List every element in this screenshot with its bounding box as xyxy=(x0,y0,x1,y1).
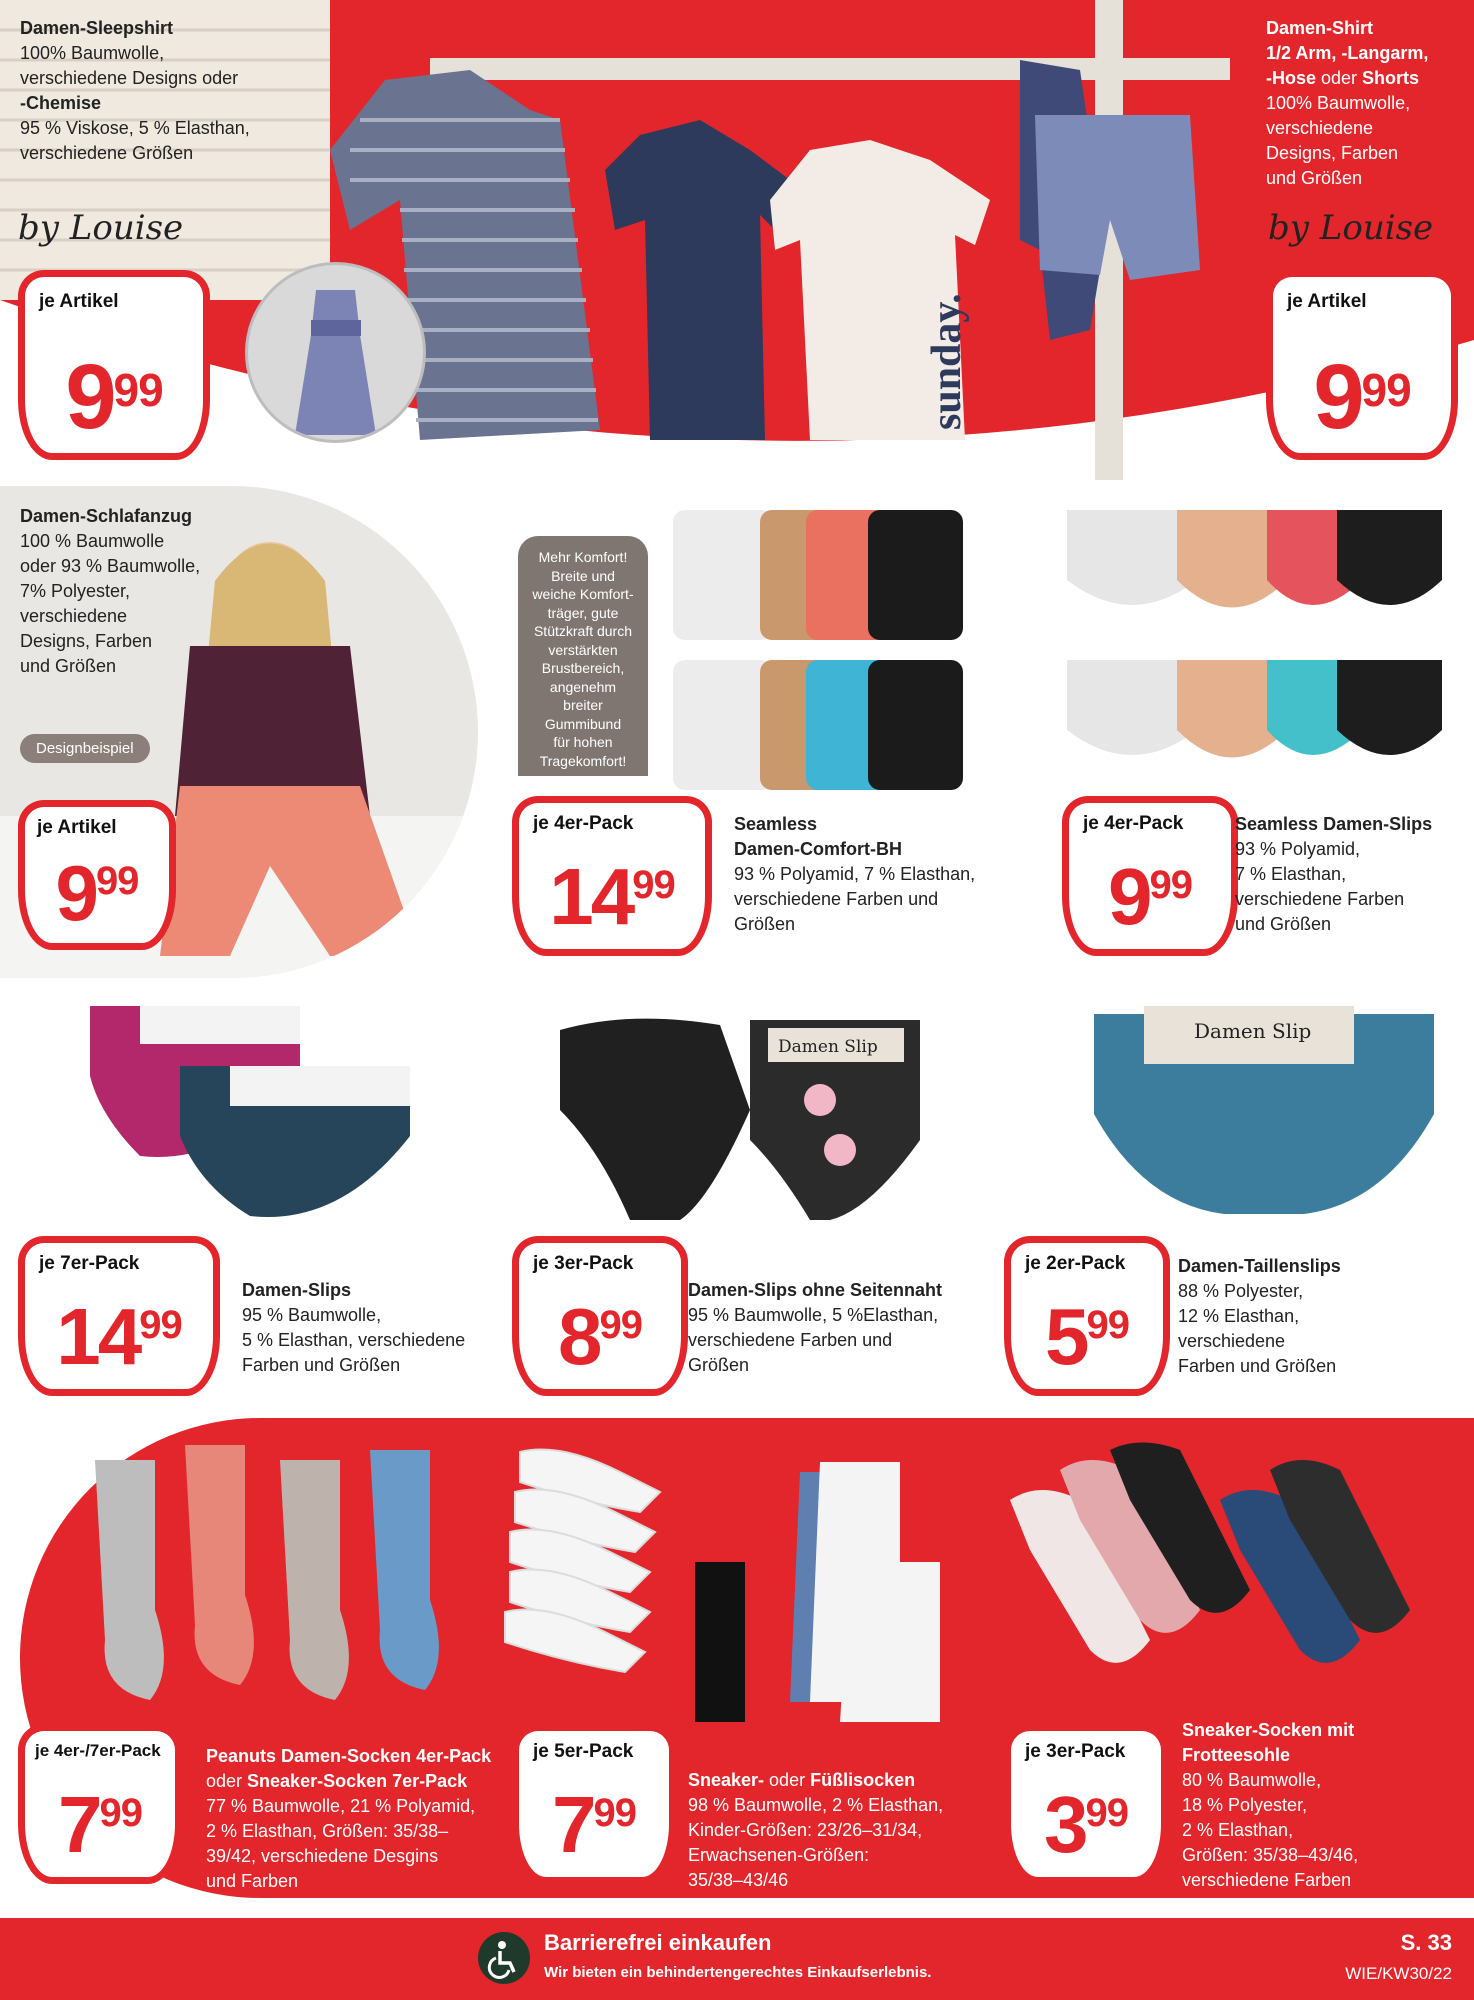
shorts-title: Shorts xyxy=(1362,68,1420,88)
shirt-line: 100% Baumwolle, xyxy=(1266,93,1411,113)
chemise-thumbnail xyxy=(245,262,426,443)
chemise-title: -Chemise xyxy=(20,93,102,113)
shirt-print-text: sunday. xyxy=(924,293,970,430)
peanuts-line: 2 % Elasthan, Größen: 35/38– xyxy=(206,1821,449,1841)
taillen-text xyxy=(1178,1254,1438,1379)
pyjama-title: Damen-Schlafanzug xyxy=(20,506,193,526)
price-tag-sleepshirt xyxy=(18,270,210,460)
peanuts-line: 77 % Baumwolle, 21 % Polyamid, xyxy=(206,1796,476,1816)
price-tag-label: je 4er-Pack xyxy=(533,813,634,834)
sneaker-line: 98 % Baumwolle, 2 % Elasthan, xyxy=(688,1795,944,1815)
sleepshirt-line: verschiedene Größen xyxy=(20,143,194,163)
design-example-badge: Designbeispiel xyxy=(20,734,150,763)
price-tag-label: je 4er-/7er-Pack xyxy=(35,1741,161,1760)
price-tag-label: je 4er-Pack xyxy=(1083,813,1184,834)
price-tag-seamless-slips xyxy=(1062,796,1238,956)
frottee-line: 80 % Baumwolle, xyxy=(1182,1770,1322,1790)
footer-subtitle: Wir bieten ein behindertengerechtes Einkaufserlebnis. xyxy=(544,1964,932,1981)
info-line: Stützkraft durch xyxy=(533,623,633,639)
pyjama-line: Designs, Farben xyxy=(20,631,153,651)
slips3-photo xyxy=(540,990,940,1230)
pants-title: -Hose xyxy=(1266,68,1317,88)
bh-title: Seamless xyxy=(734,814,818,834)
price-value: 999 xyxy=(65,346,163,448)
page-number: S. 33 xyxy=(1400,1930,1452,1955)
bh-line: Größen xyxy=(734,914,796,934)
slips7-photo xyxy=(80,996,420,1236)
peanuts-line: oder xyxy=(206,1771,248,1791)
taillen-photo xyxy=(1084,1004,1444,1224)
brand-signature-left: by Louise xyxy=(18,208,184,248)
sleepshirt-text xyxy=(20,16,300,166)
frottee-line: 2 % Elasthan, xyxy=(1182,1820,1294,1840)
sneaker7-title: Sneaker-Socken 7er-Pack xyxy=(247,1771,468,1791)
sleepshirt-title: Damen-Sleepshirt xyxy=(20,18,174,38)
price-tag-label: je 2er-Pack xyxy=(1025,1253,1126,1274)
taillen-title: Damen-Taillenslips xyxy=(1178,1256,1341,1276)
pyjama-line: und Größen xyxy=(20,656,117,676)
info-line: Brustbereich, xyxy=(541,660,625,676)
edition-code: WIE/KW30/22 xyxy=(1345,1964,1452,1983)
peanuts-text xyxy=(206,1744,516,1894)
slips7-text xyxy=(242,1278,502,1378)
sneaker-text xyxy=(688,1768,978,1893)
peanuts-socks-photo xyxy=(80,1440,510,1710)
slips3-line: verschiedene Farben und xyxy=(688,1330,893,1350)
footer-title: Barrierefrei einkaufen xyxy=(544,1930,772,1955)
frottee-line: Größen: 35/38–43/46, xyxy=(1182,1845,1359,1865)
info-line: weiche Komfort- xyxy=(532,586,634,602)
sneaker-line: Kinder-Größen: 23/26–31/34, xyxy=(688,1820,923,1840)
pyjama-line: verschiedene xyxy=(20,606,128,626)
taillen-line: 12 % Elasthan, xyxy=(1178,1306,1300,1326)
price-value: 599 xyxy=(1045,1292,1129,1381)
price-tag-label: je Artikel xyxy=(37,817,117,838)
sleepshirt-line: 95 % Viskose, 5 % Elasthan, xyxy=(20,118,250,138)
price-value: 399 xyxy=(1044,1780,1128,1869)
price-value: 999 xyxy=(1313,346,1411,448)
seamless-slips-line: und Größen xyxy=(1235,914,1332,934)
price-tag-label: je 5er-Pack xyxy=(533,1741,634,1762)
price-value: 1499 xyxy=(549,852,675,941)
price-tag-frottee xyxy=(1004,1724,1168,1884)
slips3-title: Damen-Slips ohne Seitennaht xyxy=(688,1280,943,1300)
info-line: für hohen xyxy=(553,734,613,750)
slips7-line: 5 % Elasthan, verschiedene xyxy=(242,1330,466,1350)
peanuts-title: Peanuts Damen-Socken 4er-Pack xyxy=(206,1746,492,1766)
frottee-text xyxy=(1182,1718,1442,1893)
taillen-line: verschiedene xyxy=(1178,1331,1286,1351)
sneaker-socks-photo xyxy=(500,1432,970,1732)
frottee-title: Sneaker-Socken mit xyxy=(1182,1720,1355,1740)
info-line: angenehm xyxy=(549,678,617,695)
price-tag-label: je 7er-Pack xyxy=(39,1253,140,1274)
info-line: träger, gute xyxy=(547,604,619,621)
frottee-line: 18 % Polyester, xyxy=(1182,1795,1308,1815)
fuesslisocken-title: Füßlisocken xyxy=(810,1770,916,1790)
sneaker-line: 35/38–43/46 xyxy=(688,1870,789,1890)
price-value: 799 xyxy=(552,1780,636,1869)
shirt-line: verschiedene xyxy=(1266,118,1374,138)
info-line: verstärkten xyxy=(548,641,618,658)
pyjama-text xyxy=(20,504,230,679)
frottee-line: verschiedene Farben xyxy=(1182,1870,1352,1890)
taillen-line: Farben und Größen xyxy=(1178,1356,1337,1376)
price-value: 999 xyxy=(1108,852,1192,941)
peanuts-line: und Farben xyxy=(206,1871,299,1891)
bh-title: Damen-Comfort-BH xyxy=(734,839,902,859)
price-tag-label: je Artikel xyxy=(1287,291,1367,312)
price-value: 1499 xyxy=(56,1292,182,1381)
slips3-text xyxy=(688,1278,978,1378)
price-value: 999 xyxy=(55,849,139,937)
taillen-line: 88 % Polyester, xyxy=(1178,1281,1304,1301)
seamless-slips-line: 93 % Polyamid, xyxy=(1235,839,1361,859)
price-tag-sneaker xyxy=(512,1724,676,1884)
price-tag-pyjama xyxy=(18,800,176,950)
frottee-socks-photo xyxy=(1000,1440,1440,1690)
bh-line: verschiedene Farben und xyxy=(734,889,939,909)
info-line: breiter xyxy=(563,697,603,713)
price-tag-peanuts xyxy=(18,1724,182,1884)
slips3-line: Größen xyxy=(688,1355,750,1375)
price-value: 899 xyxy=(558,1292,642,1381)
bh-text xyxy=(734,812,1014,937)
price-tag-bh xyxy=(512,796,712,956)
bh-photo xyxy=(668,500,1028,800)
price-value: 799 xyxy=(58,1780,142,1869)
shirt-title: 1/2 Arm, -Langarm, xyxy=(1266,43,1429,63)
price-tag-slips3 xyxy=(512,1236,688,1396)
info-line: Tragekomfort! xyxy=(539,752,627,769)
slips7-title: Damen-Slips xyxy=(242,1280,352,1300)
pack-label-text: Damen Slip xyxy=(778,1037,878,1057)
slips7-line: 95 % Baumwolle, xyxy=(242,1305,382,1325)
bh-line: 93 % Polyamid, 7 % Elasthan, xyxy=(734,864,976,884)
wheelchair-icon xyxy=(478,1932,530,1984)
sneaker-title: Sneaker- xyxy=(688,1770,765,1790)
sleepshirt-line: 100% Baumwolle, xyxy=(20,43,165,63)
info-line: Mehr Komfort! xyxy=(538,549,628,565)
footer-bar xyxy=(0,1918,1474,2000)
sneaker-line: oder xyxy=(764,1770,811,1790)
pyjama-line: oder 93 % Baumwolle, xyxy=(20,556,201,576)
shirt-line: Designs, Farben xyxy=(1266,143,1399,163)
shirt-title: Damen-Shirt xyxy=(1266,18,1374,38)
pack-label-text: Damen Slip xyxy=(1194,1019,1312,1043)
price-tag-shirt xyxy=(1266,270,1458,460)
seamless-slips-line: 7 % Elasthan, xyxy=(1235,864,1347,884)
shirt-text xyxy=(1266,16,1466,191)
info-line: Gummibund xyxy=(544,715,622,732)
slips7-line: Farben und Größen xyxy=(242,1355,401,1375)
peanuts-line: 39/42, verschiedene Desgins xyxy=(206,1846,439,1866)
sneaker-line: Erwachsenen-Größen: xyxy=(688,1845,870,1865)
price-tag-taillen xyxy=(1004,1236,1170,1396)
slips3-line: 95 % Baumwolle, 5 %Elasthan, xyxy=(688,1305,939,1325)
price-tag-label: je Artikel xyxy=(39,291,119,312)
price-tag-slips7 xyxy=(18,1236,220,1396)
seamless-slips-photo xyxy=(1062,500,1452,790)
shirt-line: und Größen xyxy=(1266,168,1363,188)
brand-signature-right: by Louise xyxy=(1268,208,1434,248)
pyjama-line: 7% Polyester, xyxy=(20,581,131,601)
seamless-slips-title: Seamless Damen-Slips xyxy=(1235,814,1433,834)
shirt-line: oder xyxy=(1316,68,1363,88)
price-tag-label: je 3er-Pack xyxy=(533,1253,634,1274)
info-line: Breite und xyxy=(551,567,615,584)
sleepshirt-line: verschiedene Designs oder xyxy=(20,68,239,88)
seamless-slips-line: verschiedene Farben xyxy=(1235,889,1405,909)
frottee-title: Frotteesohle xyxy=(1182,1745,1291,1765)
comfort-info-box xyxy=(518,536,648,776)
price-tag-label: je 3er-Pack xyxy=(1025,1741,1126,1762)
pyjama-line: 100 % Baumwolle xyxy=(20,531,165,551)
seamless-slips-text xyxy=(1235,812,1465,937)
